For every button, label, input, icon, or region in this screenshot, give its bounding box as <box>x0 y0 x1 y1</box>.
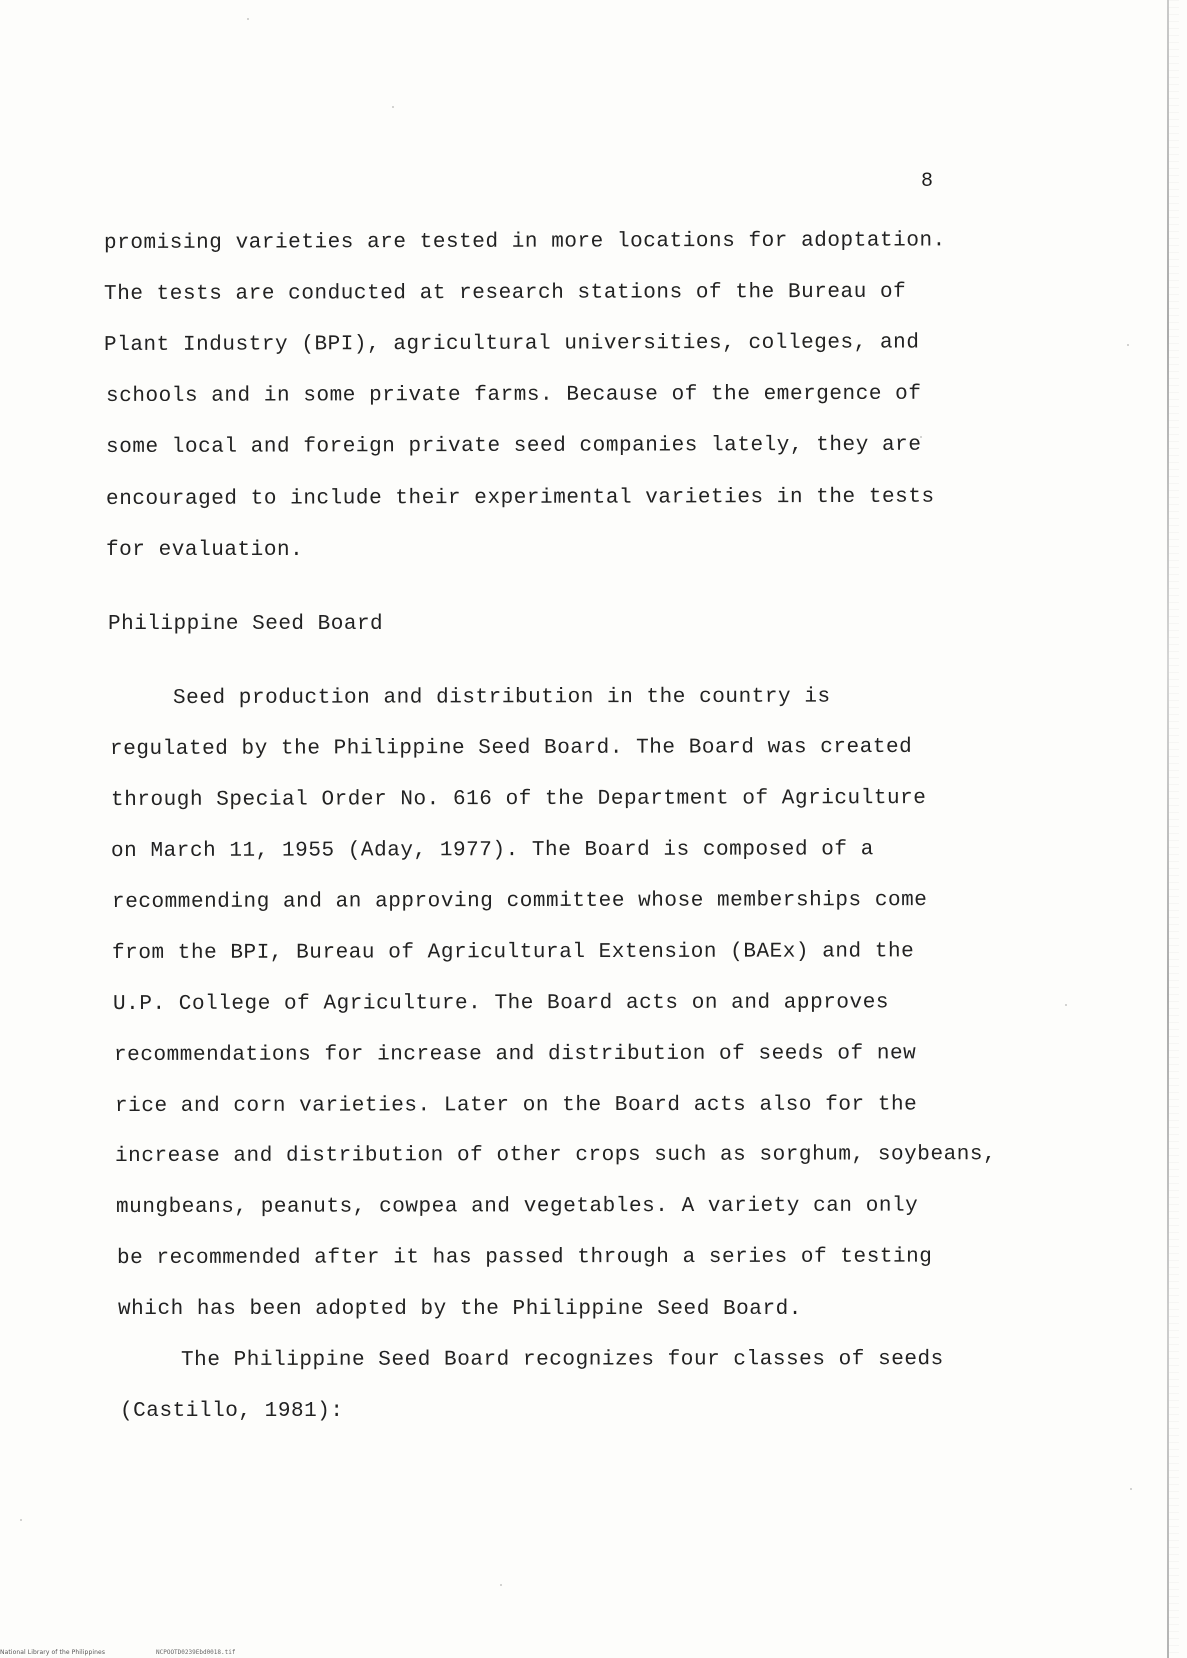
paragraph-line: which has been adopted by the Philippine Seed Board. <box>118 1298 802 1321</box>
scan-speck <box>247 18 249 20</box>
scan-speck <box>20 1519 22 1521</box>
paragraph-line: Plant Industry (BPI), agricultural universities, colleges, and <box>103 331 920 357</box>
scan-speck <box>1065 1004 1067 1006</box>
paragraph-line: from the BPI, Bureau of Agricultural Extension (BAEx) and the <box>111 940 915 965</box>
paragraph-line: encouraged to include their experimental varieties in the tests <box>105 485 935 511</box>
paragraph-line: on March 11, 1955 (Aday, 1977). The Board is composed of a <box>110 838 874 863</box>
footer-file-code: NCPOOTD0239Ebd0018.tif <box>156 1649 236 1656</box>
scan-speck <box>392 106 394 108</box>
paragraph-line: rice and corn varieties. Later on the Board acts also for the <box>114 1093 918 1118</box>
paragraph-line: The Philippine Seed Board recognizes four classes of seeds <box>180 1348 944 1372</box>
paragraph-line: increase and distribution of other crops such as sorghum, soybeans, <box>114 1143 997 1168</box>
section-heading: Philippine Seed Board <box>108 613 384 636</box>
paragraph-line: U.P. College of Agriculture. The Board acts on and approves <box>112 991 890 1016</box>
paragraph-line: recommendations for increase and distribution of seeds of new <box>113 1042 917 1067</box>
scan-edge-noise <box>1169 0 1179 1658</box>
paragraph-line: through Special Order No. 616 of the Department of Agriculture <box>110 787 927 812</box>
paragraph-line: The tests are conducted at research stations of the Bureau of <box>103 280 907 306</box>
paragraph-line: schools and in some private farms. Because of the emergence of <box>105 382 922 408</box>
paragraph-line: for evaluation. <box>106 539 304 562</box>
scan-speck <box>500 1584 502 1586</box>
footer-library-label: National Library of the Philippines <box>0 1649 106 1656</box>
paragraph-line: be recommended after it has passed through a series of testing <box>116 1245 933 1270</box>
paragraph-line: regulated by the Philippine Seed Board. The Board was created <box>109 735 913 761</box>
paragraph-line: mungbeans, peanuts, cowpea and vegetables. A variety can only <box>115 1194 919 1219</box>
paragraph-line: some local and foreign private seed companies lately, they are <box>105 433 922 459</box>
scan-speck <box>1127 344 1129 346</box>
paragraph-line: recommending and an approving committee whose memberships come <box>111 889 928 914</box>
paragraph-line: (Castillo, 1981): <box>120 1400 344 1423</box>
paragraph-line: promising varieties are tested in more locations for adoptation. <box>103 229 946 255</box>
page-number: 8 <box>921 170 934 193</box>
paragraph-line: Seed production and distribution in the country is <box>172 685 831 710</box>
scan-speck <box>920 436 922 438</box>
scan-edge-line <box>1167 0 1169 1658</box>
scan-speck <box>1130 1488 1132 1490</box>
